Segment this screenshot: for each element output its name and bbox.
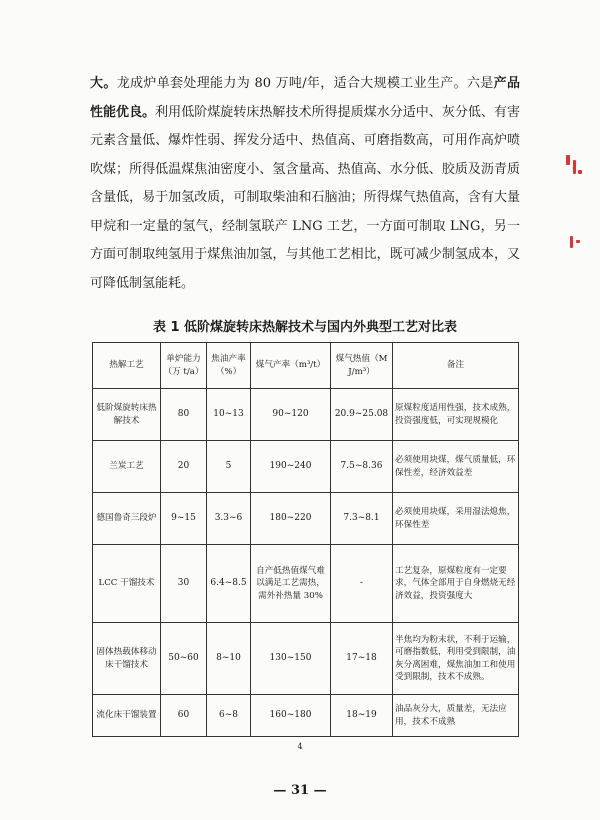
table-cell: - — [331, 545, 393, 623]
table-cell: 18~19 — [331, 695, 393, 737]
table-cell: 德国鲁奇三段炉 — [93, 493, 161, 545]
table-cell: 90~120 — [251, 389, 331, 441]
table-cell: 5 — [207, 441, 251, 493]
page-footer: — 31 — — [273, 783, 327, 798]
table-cell: 固体热载体移动床干馏技术 — [93, 623, 161, 695]
table-cell: 7.5~8.36 — [331, 441, 393, 493]
table-cell: 兰炭工艺 — [93, 441, 161, 493]
body-text: 利用低阶煤旋转床热解技术所得提质煤水分适中、灰分低、有害元素含量低、爆炸性弱、挥发分适中、热值高、可磨指数高，可用作高炉喷吹煤；所得低温煤焦油密度小、氢含量高、热值高、水分低、胶质及沥青质含量低，易于加氢改质，可制取柴油和石脑油；所得煤气热值高，含有大量甲烷和一定量的氢气，经制氢联产 LNG 工艺，一方面可制取 LNG，另一方面可制取纯氢用于煤焦油加氢，与其他工艺相比，既可减少制氢成本，又可降低制氢能耗。 — [90, 104, 520, 291]
table-cell: 180~220 — [251, 493, 331, 545]
bold-text: 产品性能优良。 — [90, 76, 520, 120]
table-cell: 工艺复杂，原煤粒度有一定要求，气体全部用于自身燃烧无经济效益，投资强度大 — [393, 545, 519, 623]
table-cell: 必须使用块煤，煤气质量低，环保性差，经济效益差 — [393, 441, 519, 493]
table-cell: 17~18 — [331, 623, 393, 695]
body-text: 龙成炉单套处理能力为 80 万吨/年，适合大规模工业生产。六是 — [116, 76, 494, 91]
table-cell: 6~8 — [207, 695, 251, 737]
table-cell: 油品灰分大，质量差，无法应用，技术不成熟 — [393, 695, 519, 737]
header-cell: 焦油产率（%） — [207, 343, 251, 389]
table-row — [93, 545, 519, 623]
body-paragraph — [90, 70, 520, 298]
table-row — [93, 389, 519, 441]
scan-mark — [576, 240, 580, 243]
table-row — [93, 623, 519, 695]
table-cell: 20 — [161, 441, 207, 493]
table-cell: 10~13 — [207, 389, 251, 441]
table-cell: 60 — [161, 695, 207, 737]
header-cell: 煤气热值（MJ/m³） — [331, 343, 393, 389]
scan-mark — [570, 236, 573, 248]
scan-mark — [566, 155, 570, 165]
table-cell: 必须使用块煤，采用湿法熄焦，环保性差 — [393, 493, 519, 545]
table-cell: 160~180 — [251, 695, 331, 737]
table-cell: 低阶煤旋转床热解技术 — [93, 389, 161, 441]
header-cell: 煤气产率（m³/t） — [251, 343, 331, 389]
table-cell: 130~150 — [251, 623, 331, 695]
header-cell: 单炉能力（万 t/a） — [161, 343, 207, 389]
table-cell: 流化床干馏装置 — [93, 695, 161, 737]
comparison-table — [92, 342, 519, 737]
header-cell: 热解工艺 — [93, 343, 161, 389]
table-cell: 自产低热值煤气难以满足工艺需热，需外补热量 30% — [251, 545, 331, 623]
scan-mark — [573, 160, 576, 174]
header-cell: 备注 — [393, 343, 519, 389]
table-row — [93, 493, 519, 545]
table-cell: 30 — [161, 545, 207, 623]
table-row — [93, 441, 519, 493]
table-cell: LCC 干馏技术 — [93, 545, 161, 623]
table-cell: 6.4~8.5 — [207, 545, 251, 623]
table-cell: 8~10 — [207, 623, 251, 695]
scan-mark — [578, 170, 582, 174]
table-cell: 原煤粒度适用性强，技术成熟，投资强度低，可实现规模化 — [393, 389, 519, 441]
table-cell: 3.3~6 — [207, 493, 251, 545]
table-cell: 7.3~8.1 — [331, 493, 393, 545]
table-cell: 80 — [161, 389, 207, 441]
table-cell: 半焦均为粉末状，不利于运输，可磨指数低，利用受到限制，油灰分离困难，煤焦油加工和使用受到限制，技术不成熟。 — [393, 623, 519, 695]
table-row — [93, 695, 519, 737]
table-cell: 50~60 — [161, 623, 207, 695]
table-title: 表 1 低阶煤旋转床热解技术与国内外典型工艺对比表 — [152, 320, 458, 335]
bold-text: 大。 — [90, 76, 117, 91]
table-cell: 190~240 — [251, 441, 331, 493]
page-number: 4 — [297, 742, 303, 751]
table-header-row — [93, 343, 519, 389]
table-cell: 9~15 — [161, 493, 207, 545]
table-cell: 20.9~25.08 — [331, 389, 393, 441]
